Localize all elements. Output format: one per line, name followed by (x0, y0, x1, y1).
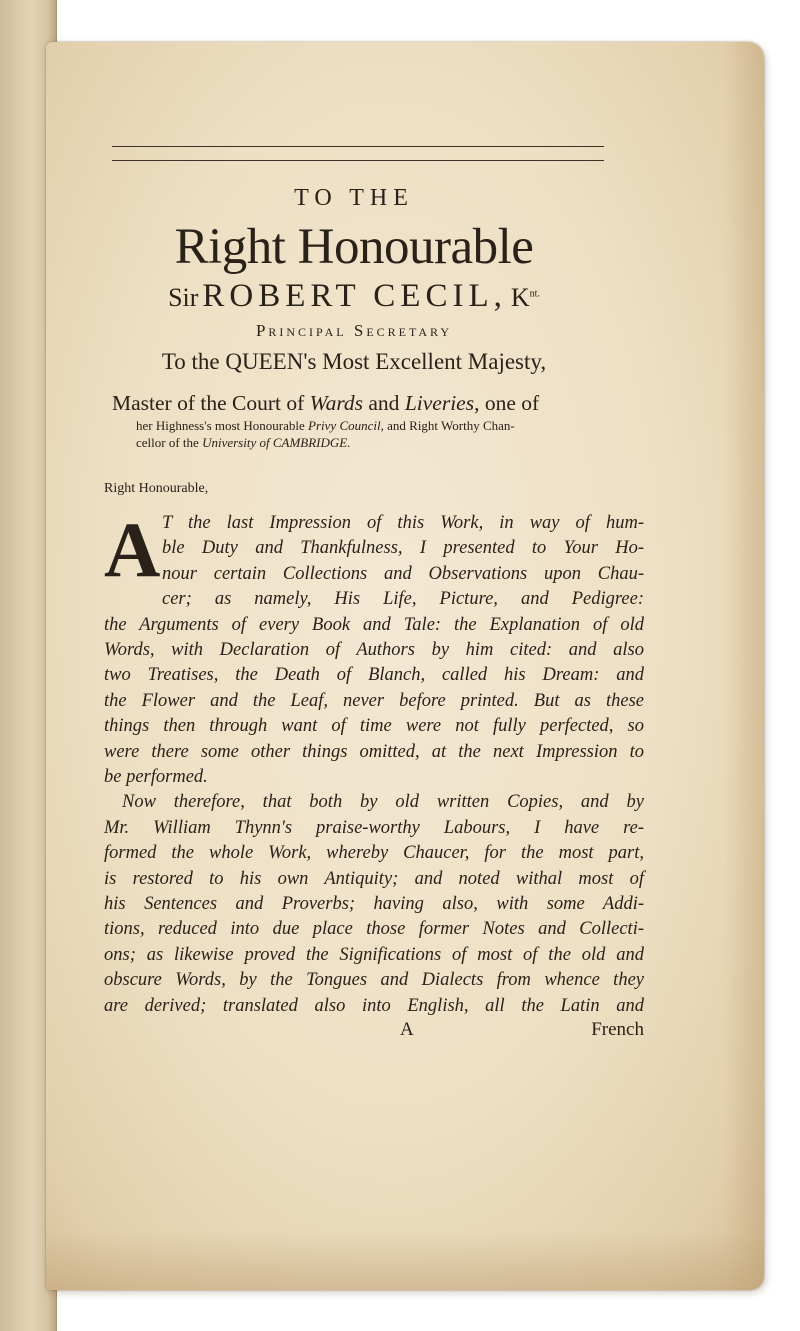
drop-cap: A (104, 506, 161, 594)
text-line: cer; as namely, His Life, Picture, and Pedigree: (162, 589, 644, 610)
page-footer (104, 1019, 644, 1044)
text-line: were there some other things omitted, at the next Impression to (104, 741, 644, 762)
text-line: two Treatises, the Death of Blanch, called his Dream: and (104, 665, 644, 686)
master-line: Master of the Court of Wards and Liveries, one of (112, 391, 540, 416)
text-line: the Flower and the Leaf, never before printed. But as these (104, 690, 644, 711)
page-edge-stain (724, 42, 764, 1290)
header-rule-bottom (112, 160, 604, 161)
text-line: tions, reduced into due place those former Notes and Collecti- (104, 919, 644, 940)
dedication-title: Right Honourable (174, 219, 534, 275)
dedicatee-name (104, 278, 604, 315)
text-line: ble Duty and Thankfulness, I presented to Your Ho- (162, 538, 644, 559)
text-line: things then through want of time were not fully perfected, so (104, 716, 644, 737)
text-line: Now therefore, that both by old written Copies, and by (122, 792, 644, 813)
text-line: T the last Impression of this Work, in way of hum- (162, 513, 644, 534)
text-line: Words, with Declaration of Authors by him cited: and also (104, 640, 644, 661)
knight-abbrev: $K^{nt.}$ (510, 283, 540, 313)
dedication-page (46, 42, 764, 1290)
salutation: Right Honourable, (104, 481, 209, 497)
dedicatee-surname: ROBERT CECIL, (202, 278, 507, 315)
text-line: the Arguments of every Book and Tale: the Explanation of old (104, 614, 644, 635)
text-line: ons; as likewise proved the Significations of most of the old and (104, 944, 644, 965)
text-line: is restored to his own Antiquity; and noted withal most of (104, 868, 644, 889)
council-line: her Highness's most Honourable Privy Council, and Right Worthy Chan- (136, 418, 515, 434)
header-rule-top (112, 146, 604, 147)
catchword: French (591, 1018, 644, 1040)
office-title: Principal Secretary (255, 321, 453, 341)
council-lines (136, 417, 644, 451)
text-line: are derived; translated also into English, all the Latin and (104, 995, 644, 1016)
sir-prefix: Sir (168, 283, 199, 313)
signature-mark: A (400, 1018, 414, 1040)
page-bottom-stain (46, 1230, 764, 1290)
to-the-heading: TO THE (294, 185, 414, 211)
university-line: cellor of the University of CAMBRIDGE. (136, 435, 351, 451)
text-line: formed the whole Work, whereby Chaucer, for the most part, (104, 843, 644, 864)
text-line: be performed. (104, 767, 208, 787)
queen-line: To the QUEEN's Most Excellent Majesty, (161, 349, 547, 375)
text-line: Mr. William Thynn's praise-worthy Labours, I have re- (104, 817, 644, 838)
letter-body (104, 506, 644, 1044)
text-line: obscure Words, by the Tongues and Dialects from whence they (104, 970, 644, 991)
page-text (104, 146, 644, 1044)
text-line: nour certain Collections and Observations upon Chau- (162, 563, 644, 584)
text-line: his Sentences and Proverbs; having also, with some Addi- (104, 893, 644, 914)
